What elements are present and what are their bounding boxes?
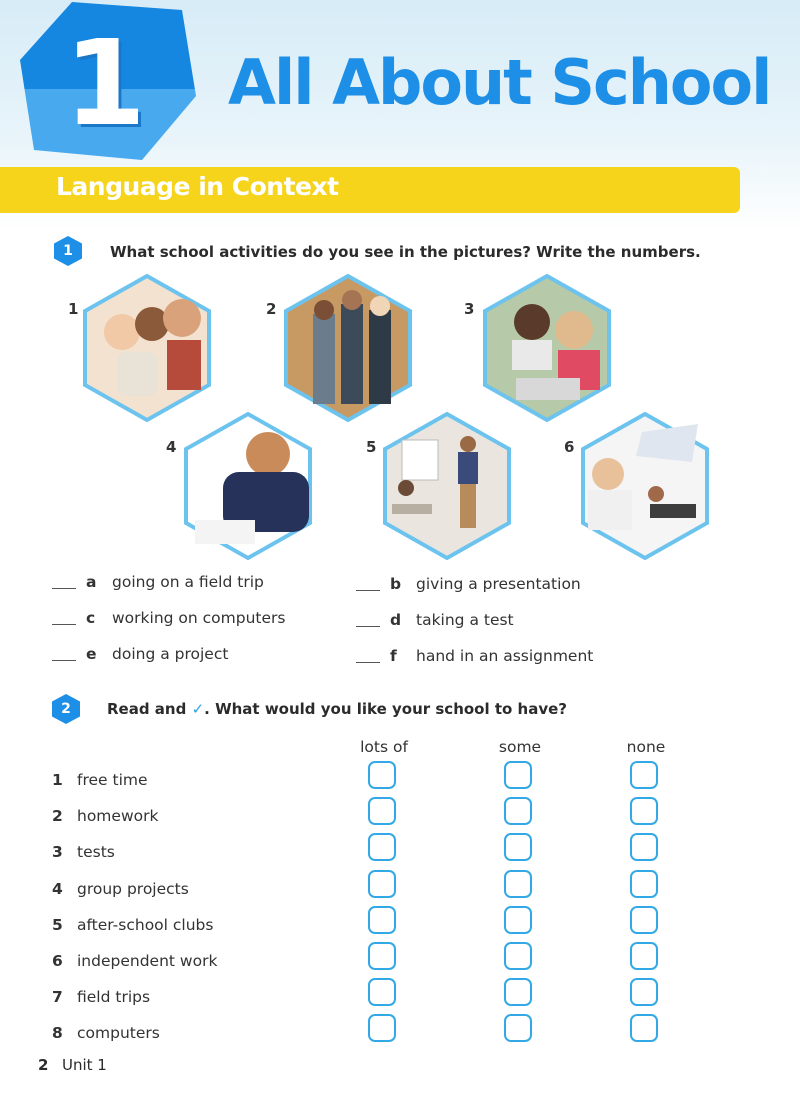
match-option-d: d taking a test bbox=[356, 611, 514, 629]
checkbox-some[interactable] bbox=[504, 870, 532, 898]
checkbox-lots-of[interactable] bbox=[368, 870, 396, 898]
page-number: 2 bbox=[38, 1056, 49, 1074]
item-number: 7 bbox=[52, 988, 63, 1006]
section-title: Language in Context bbox=[56, 172, 339, 201]
column-header-some: some bbox=[498, 738, 542, 756]
photo-field-trip-image bbox=[283, 274, 413, 422]
item-label: free time bbox=[77, 771, 148, 789]
checkbox-none[interactable] bbox=[630, 761, 658, 789]
checkbox-some[interactable] bbox=[504, 1014, 532, 1042]
answer-blank[interactable] bbox=[356, 626, 380, 627]
match-option-e: e doing a project bbox=[52, 645, 228, 663]
match-option-a: a going on a field trip bbox=[52, 573, 264, 591]
photo-assignment-image bbox=[580, 412, 710, 560]
checkbox-none[interactable] bbox=[630, 1014, 658, 1042]
checkbox-lots-of[interactable] bbox=[368, 942, 396, 970]
photo-number: 5 bbox=[366, 438, 377, 456]
item-label: tests bbox=[77, 843, 115, 861]
exercise-1-badge: 1 bbox=[54, 236, 82, 266]
checkbox-some[interactable] bbox=[504, 942, 532, 970]
checkbox-none[interactable] bbox=[630, 833, 658, 861]
column-header-lots-of: lots of bbox=[360, 738, 408, 756]
match-option-b: b giving a presentation bbox=[356, 575, 581, 593]
answer-blank[interactable] bbox=[356, 590, 380, 591]
checkbox-lots-of[interactable] bbox=[368, 797, 396, 825]
photo-computers-image bbox=[482, 274, 612, 422]
item-number: 5 bbox=[52, 916, 63, 934]
photo-number: 3 bbox=[464, 300, 475, 318]
answer-blank[interactable] bbox=[356, 662, 380, 663]
checkbox-some[interactable] bbox=[504, 978, 532, 1006]
item-number: 4 bbox=[52, 880, 63, 898]
item-label: group projects bbox=[77, 880, 189, 898]
unit-number: 1 bbox=[63, 14, 147, 152]
photo-presentation-image bbox=[382, 412, 512, 560]
checkbox-lots-of[interactable] bbox=[368, 906, 396, 934]
checkbox-some[interactable] bbox=[504, 797, 532, 825]
checkbox-lots-of[interactable] bbox=[368, 1014, 396, 1042]
exercise-2-instruction: Read and ✓. What would you like your school to have? bbox=[107, 700, 567, 718]
photo-number: 6 bbox=[564, 438, 575, 456]
checkbox-none[interactable] bbox=[630, 906, 658, 934]
column-header-none: none bbox=[626, 738, 666, 756]
item-label: independent work bbox=[77, 952, 218, 970]
checkbox-some[interactable] bbox=[504, 761, 532, 789]
checkbox-some[interactable] bbox=[504, 833, 532, 861]
item-number: 8 bbox=[52, 1024, 63, 1042]
checkbox-lots-of[interactable] bbox=[368, 761, 396, 789]
photo-number: 4 bbox=[166, 438, 177, 456]
photo-test-image bbox=[183, 412, 313, 560]
checkbox-some[interactable] bbox=[504, 906, 532, 934]
photo-number: 1 bbox=[68, 300, 79, 318]
checkbox-lots-of[interactable] bbox=[368, 833, 396, 861]
checkbox-none[interactable] bbox=[630, 978, 658, 1006]
match-option-f: f hand in an assignment bbox=[356, 647, 593, 665]
checkbox-none[interactable] bbox=[630, 870, 658, 898]
item-label: homework bbox=[77, 807, 159, 825]
page-title: All About School bbox=[228, 46, 771, 119]
checkmark-icon: ✓ bbox=[191, 700, 205, 718]
exercise-1-instruction: What school activities do you see in the pictures? Write the numbers. bbox=[110, 243, 701, 261]
exercise-2-badge: 2 bbox=[52, 694, 80, 724]
item-label: after-school clubs bbox=[77, 916, 214, 934]
item-number: 6 bbox=[52, 952, 63, 970]
checkbox-none[interactable] bbox=[630, 942, 658, 970]
match-option-c: c working on computers bbox=[52, 609, 285, 627]
item-label: computers bbox=[77, 1024, 160, 1042]
photo-project-image bbox=[82, 274, 212, 422]
answer-blank[interactable] bbox=[52, 660, 76, 661]
item-number: 3 bbox=[52, 843, 63, 861]
checkbox-none[interactable] bbox=[630, 797, 658, 825]
answer-blank[interactable] bbox=[52, 624, 76, 625]
item-label: field trips bbox=[77, 988, 151, 1006]
photo-number: 2 bbox=[266, 300, 277, 318]
item-number: 1 bbox=[52, 771, 63, 789]
footer-unit-label: Unit 1 bbox=[62, 1056, 107, 1074]
item-number: 2 bbox=[52, 807, 63, 825]
checkbox-lots-of[interactable] bbox=[368, 978, 396, 1006]
answer-blank[interactable] bbox=[52, 588, 76, 589]
